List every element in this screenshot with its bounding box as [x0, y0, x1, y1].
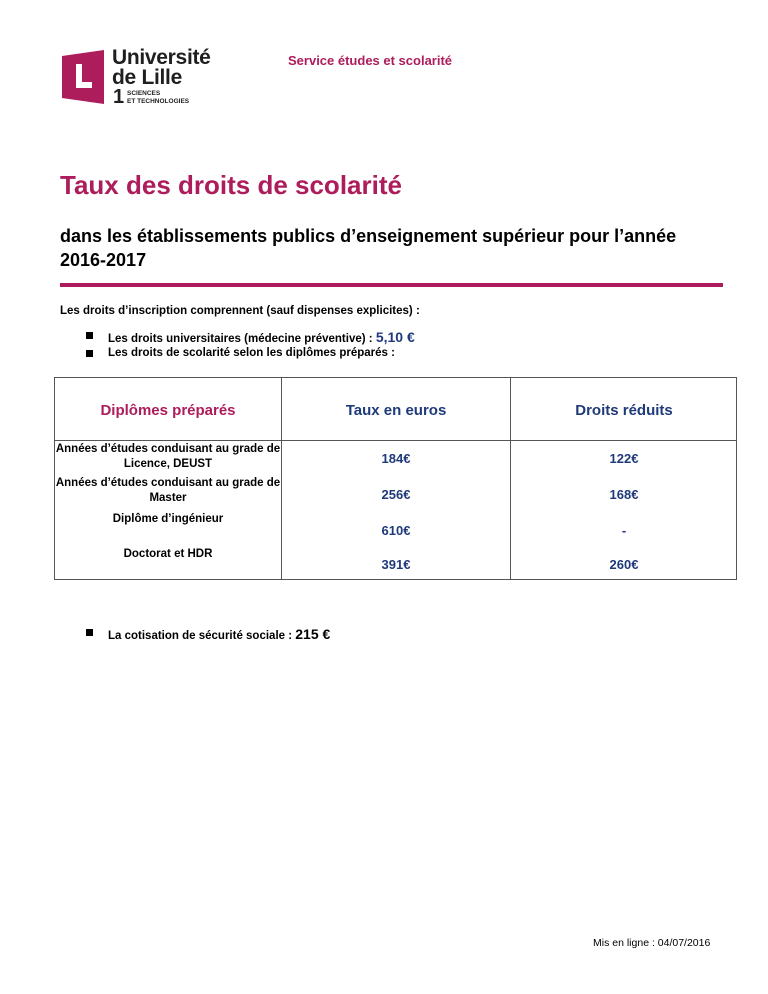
bullet-text [108, 626, 330, 642]
bullet-value: 5,10 € [375, 329, 415, 345]
cell-taux-licence: 184€ [381, 451, 411, 466]
bullet-securite-sociale [86, 626, 506, 644]
page-subtitle: dans les établissements publics d’enseignement supérieur pour l’année 2016-2017 [60, 226, 677, 270]
row-label-doctorat: Doctorat et HDR [123, 548, 213, 560]
universite-lille-logo [60, 46, 220, 106]
logo-subtitle-line1: SCIENCES [127, 90, 161, 97]
row-label-master: Années d’études conduisant au grade de Master [55, 477, 281, 504]
intro-text: Les droits d’inscription comprennent (sauf dispenses explicites) : [60, 305, 420, 317]
logo-mark-icon [60, 50, 106, 106]
cell-reduit-licence: 122€ [609, 451, 639, 466]
cell-reduit-doctorat: 260€ [609, 557, 639, 572]
bullet-text [108, 329, 415, 345]
bullet-droits-universitaires [86, 329, 506, 345]
logo-text-line2: de Lille [112, 66, 182, 89]
title-divider [60, 283, 723, 287]
cell-reduit-master: 168€ [609, 487, 639, 502]
header-taux: Taux en euros [345, 402, 447, 419]
cell-taux-master: 256€ [381, 487, 411, 502]
bullet-droits-scolarite [86, 347, 506, 363]
bullet-label: Les droits universitaires (médecine préventive) : [108, 333, 373, 345]
logo-text-line1: Université [112, 46, 211, 69]
logo-subtitle [127, 90, 189, 105]
table-header-divider [55, 440, 736, 441]
cell-taux-ingenieur: 610€ [381, 523, 411, 538]
page-title: Taux des droits de scolarité [60, 170, 402, 200]
fees-table [54, 377, 737, 580]
cell-reduit-ingenieur: - [621, 523, 627, 538]
header-diplomes: Diplômes préparés [100, 402, 236, 419]
square-bullet-icon [86, 629, 93, 636]
bullet-label: Les droits de scolarité selon les diplômes préparés : [108, 347, 395, 359]
logo-number: 1 [113, 86, 125, 108]
row-label-licence: Années d’études conduisant au grade de Licence, DEUST [55, 443, 281, 470]
bullet-value: 215 € [295, 626, 331, 642]
logo-subtitle-line2: ET TECHNOLOGIES [127, 97, 190, 105]
publication-date: Mis en ligne : 04/07/2016 [593, 937, 711, 949]
square-bullet-icon [86, 332, 93, 339]
square-bullet-icon [86, 350, 93, 357]
bullet-label: La cotisation de sécurité sociale : [108, 630, 293, 642]
row-label-ingenieur: Diplôme d’ingénieur [112, 513, 224, 525]
cell-taux-doctorat: 391€ [381, 557, 411, 572]
service-label: Service études et scolarité [288, 53, 453, 68]
header-reduits: Droits réduits [575, 402, 673, 419]
